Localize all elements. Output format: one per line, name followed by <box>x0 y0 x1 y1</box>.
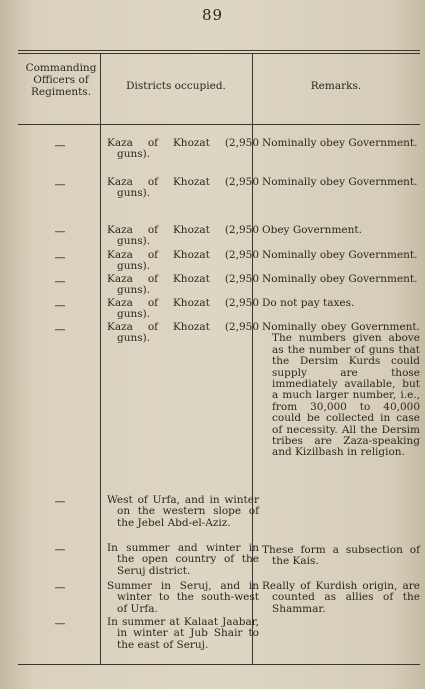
remark-cell-2: Nominally obey Government. <box>262 176 418 188</box>
district-cell-6: Kaza of Khozat (2,950 guns). <box>107 297 259 321</box>
district-cell-2: Kaza of Khozat (2,950 guns). <box>107 176 259 200</box>
header-districts: Districts occupied. <box>126 80 226 92</box>
district-cell-3: Kaza of Khozat (2,950 guns). <box>107 224 259 248</box>
officer-cell-6: — <box>54 299 66 312</box>
officer-cell-7: — <box>54 323 66 336</box>
header-officers: Commanding Officers of Regiments. <box>25 62 97 98</box>
remark-cell-4: Nominally obey Government. <box>262 249 418 261</box>
remark-cell-7: Nominally obey Government. The numbers given above as the number of guns that the Dersim Kurds could supply are those immediately available, but a much larger number, i.e., from 30,000 to 40,000 could be collected in case of necessity. All the Dersim tribes are Zaza-speaking and Kizilbash in religion. <box>262 321 420 459</box>
table-top-rule <box>18 50 420 51</box>
district-cell-7: Kaza of Khozat (2,950 guns). <box>107 321 259 345</box>
district-cell-1: Kaza of Khozat (2,950 guns). <box>107 137 259 161</box>
district-cell-10: Summer in Seruj, and in winter to the south-west of Urfa. <box>107 580 259 615</box>
officer-cell-1: — <box>54 139 66 152</box>
header-bottom-rule <box>18 124 420 125</box>
officer-cell-3: — <box>54 225 66 238</box>
remark-cell-10: Really of Kurdish origin, are counted as allies of the Shammar. <box>262 580 420 615</box>
table-bottom-rule <box>18 664 420 665</box>
district-cell-11: In summer at Kalaat Jaabar, in winter at Jub Shair to the east of Seruj. <box>107 616 259 651</box>
officer-cell-4: — <box>54 251 66 264</box>
officer-cell-2: — <box>54 178 66 191</box>
district-cell-8: West of Urfa, and in winter on the western slope of the Jebel Abd-el-Aziz. <box>107 494 259 529</box>
officer-cell-10: — <box>54 581 66 594</box>
officer-cell-11: — <box>54 617 66 630</box>
table-top-rule-second <box>18 53 420 54</box>
district-cell-4: Kaza of Khozat (2,950 guns). <box>107 249 259 273</box>
remark-cell-1: Nominally obey Government. <box>262 137 418 149</box>
page-number: 89 <box>201 6 224 24</box>
column-divider-1 <box>100 53 101 664</box>
remark-cell-3: Obey Government. <box>262 224 362 236</box>
remark-cell-5: Nominally obey Government. <box>262 273 418 285</box>
remark-cell-9: These form a subsection of the Kais. <box>262 544 420 568</box>
remark-cell-6: Do not pay taxes. <box>262 297 355 309</box>
officer-cell-8: — <box>54 495 66 508</box>
district-cell-5: Kaza of Khozat (2,950 guns). <box>107 273 259 297</box>
header-remarks: Remarks. <box>310 80 362 92</box>
officer-cell-5: — <box>54 275 66 288</box>
district-cell-9: In summer and winter in the open country of the Seruj district. <box>107 542 259 577</box>
officer-cell-9: — <box>54 543 66 556</box>
